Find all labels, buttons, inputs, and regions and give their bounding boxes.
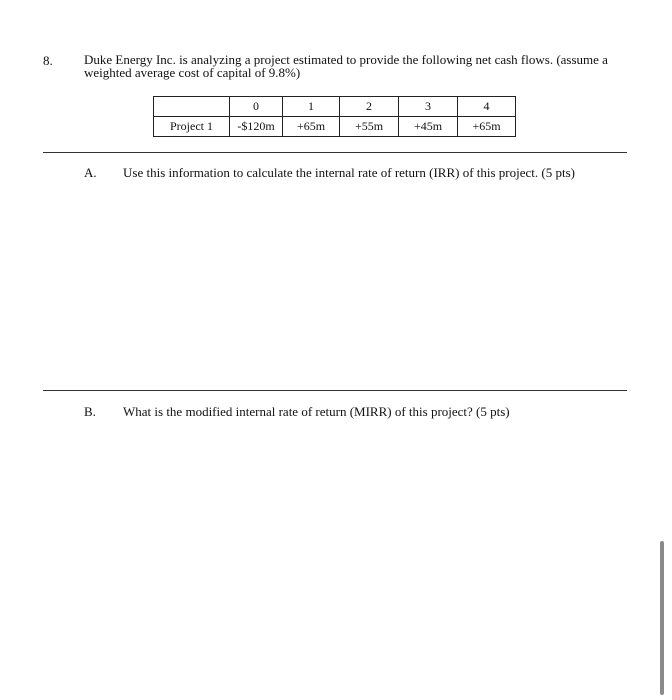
table-header-cell: 3 <box>399 97 458 117</box>
table-row <box>154 117 516 137</box>
table-header-cell: 0 <box>230 97 283 117</box>
question-intro: Duke Energy Inc. is analyzing a project estimated to provide the following net cash flows. (assume a weighted average cost of capital of 9.8%) <box>84 52 608 80</box>
divider <box>43 390 627 391</box>
table-header-cell: 1 <box>283 97 340 117</box>
table-cell: +55m <box>340 117 399 137</box>
question-number: 8. <box>43 53 53 68</box>
scrollbar[interactable] <box>660 541 664 695</box>
table-header-cell: 4 <box>458 97 516 117</box>
table-header-cell: 2 <box>340 97 399 117</box>
part-a-label: A. <box>84 165 97 180</box>
table-header-row <box>154 97 516 117</box>
part-b-label: B. <box>84 404 96 419</box>
cash-flow-table <box>153 96 516 137</box>
divider <box>43 152 627 153</box>
part-b-text: What is the modified internal rate of return (MIRR) of this project? (5 pts) <box>123 404 510 419</box>
table-header-cell <box>154 97 230 117</box>
table-cell: +65m <box>283 117 340 137</box>
part-a-text: Use this information to calculate the internal rate of return (IRR) of this project. (5 pts) <box>123 165 575 180</box>
table-cell: Project 1 <box>154 117 230 137</box>
table-cell: +45m <box>399 117 458 137</box>
table-cell: +65m <box>458 117 516 137</box>
table-cell: -$120m <box>230 117 283 137</box>
